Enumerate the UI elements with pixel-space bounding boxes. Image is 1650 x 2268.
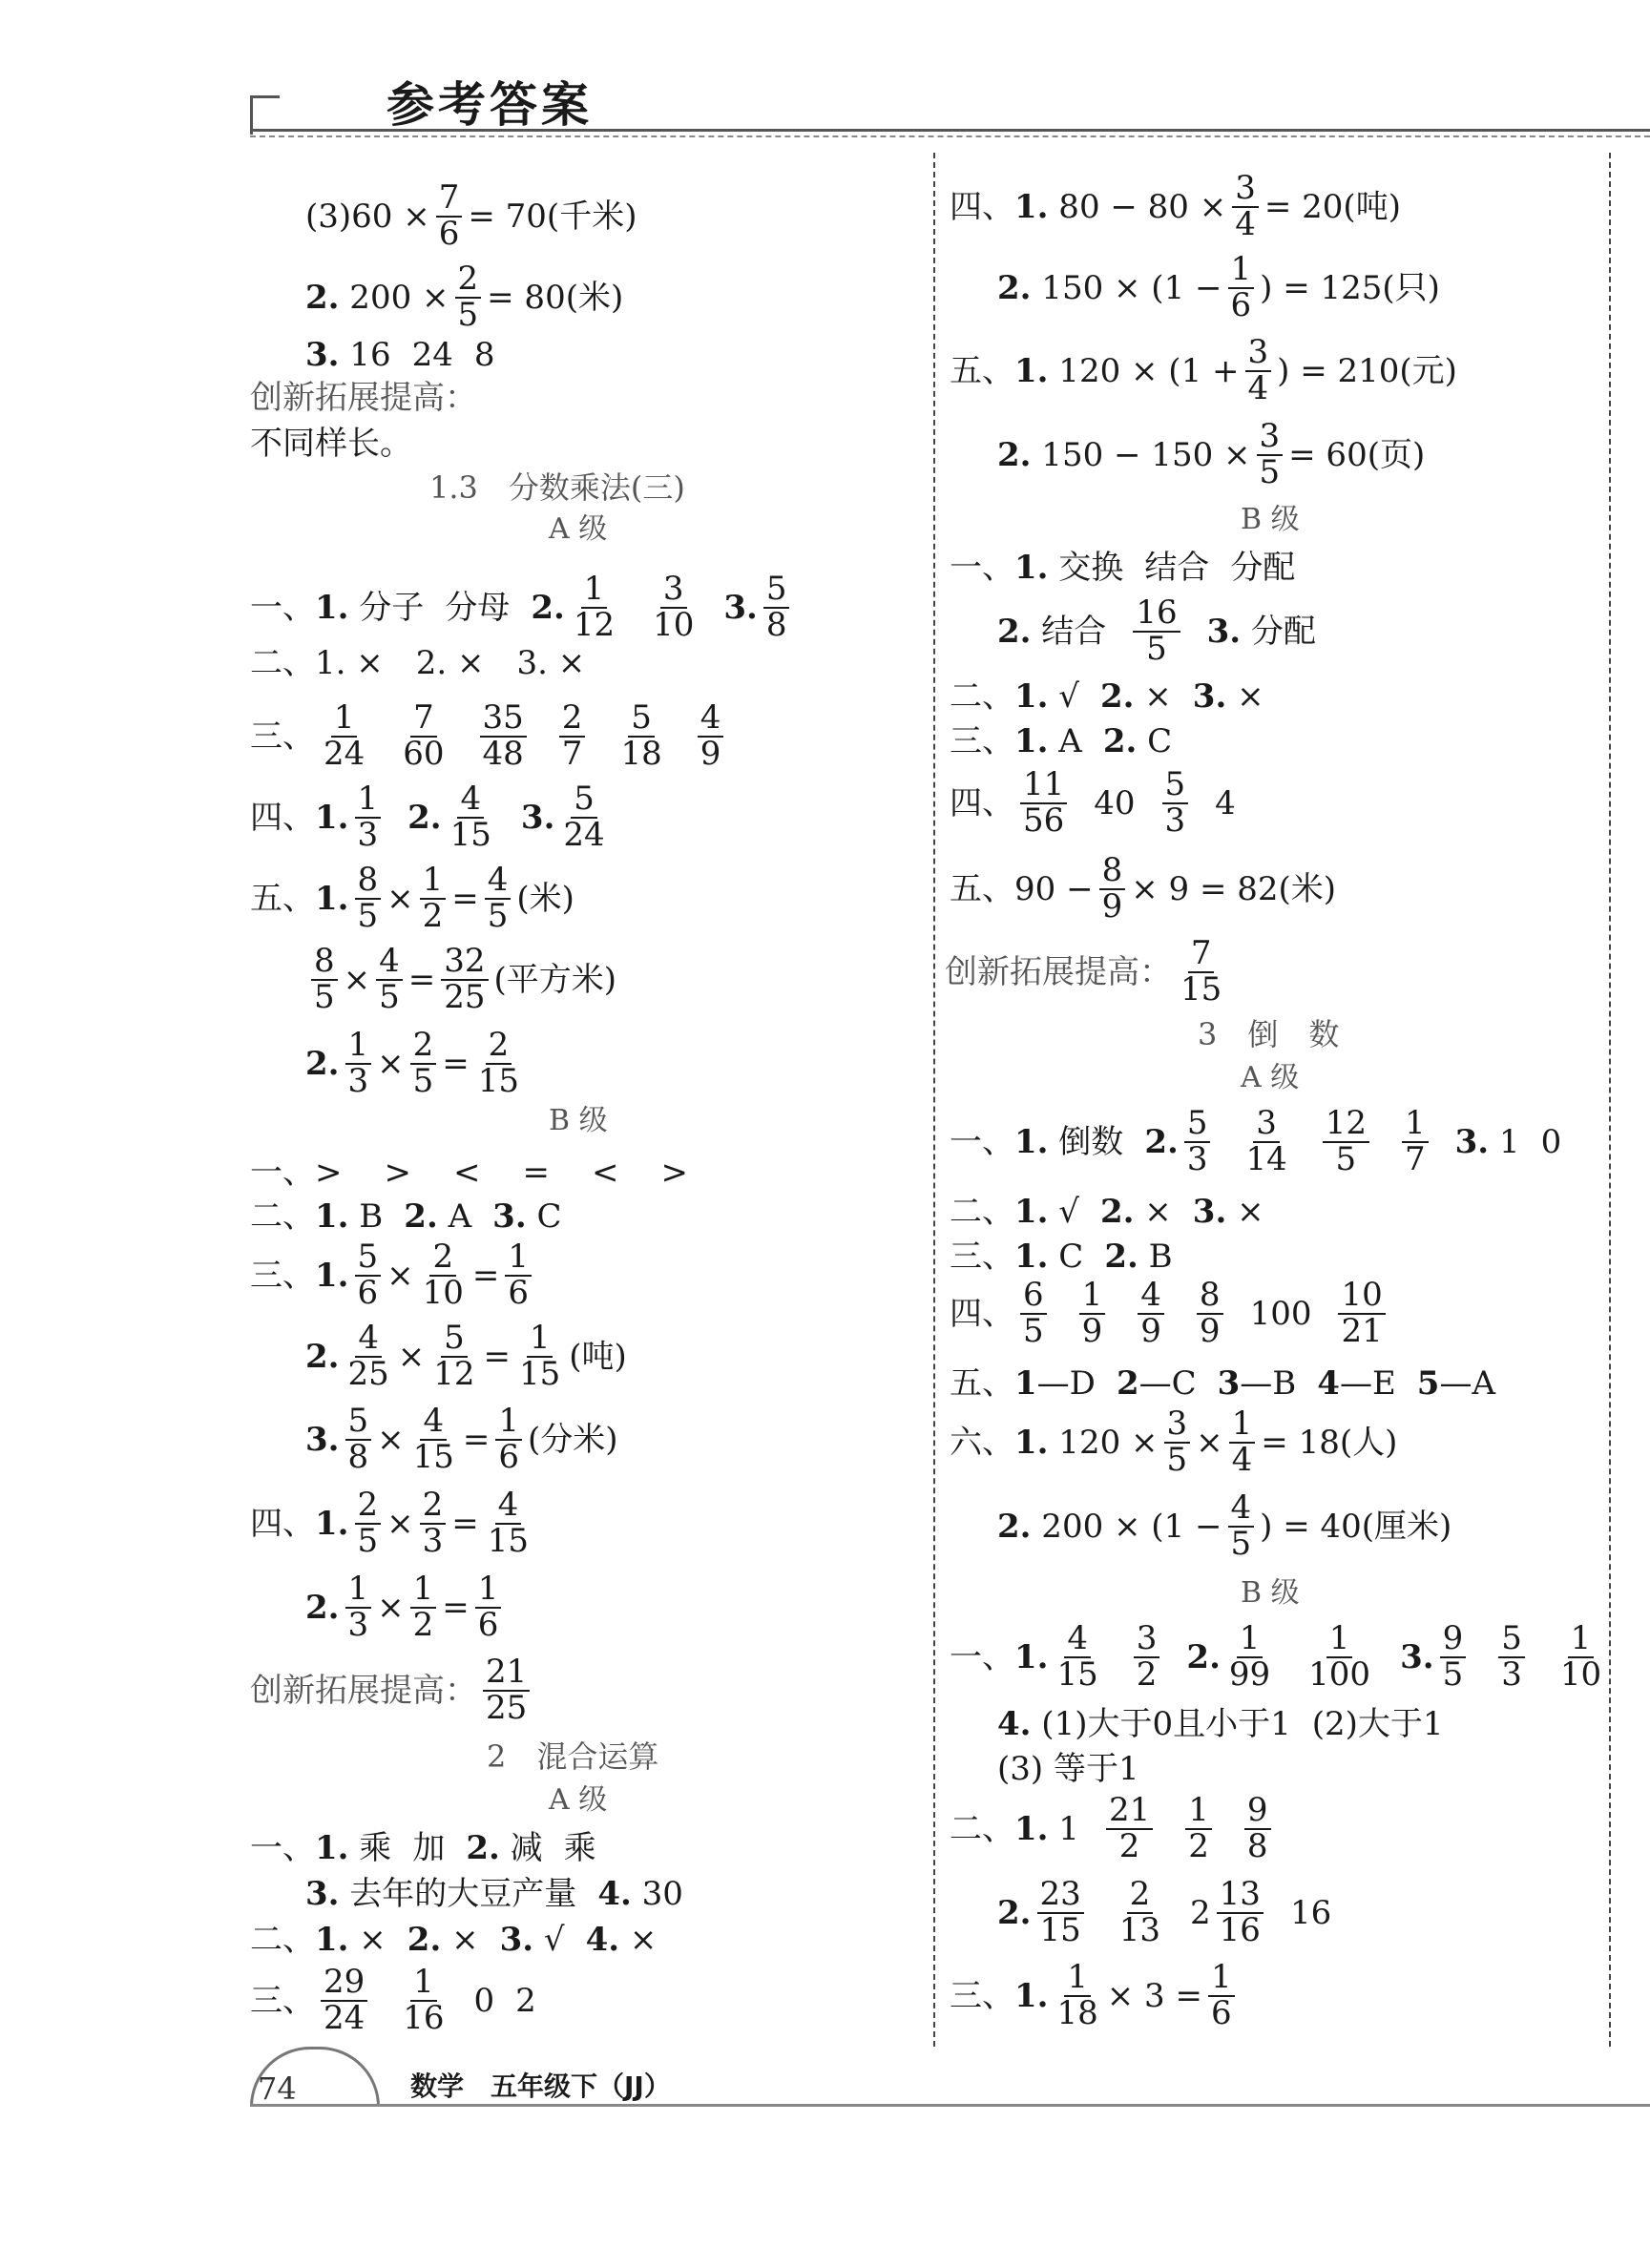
answer-line: 创新拓展提高： 21 25 [250, 1655, 535, 1725]
answer-line: 三、 1 24 7 60 35 48 2 7 5 18 4 9 [250, 701, 729, 771]
answer-line: 不同样长。 [250, 425, 412, 463]
answer-line: 创新拓展提高： 7 15 [945, 934, 1222, 1009]
header-dash [250, 135, 1650, 137]
answer-line: 五、 1. 8 5 × 1 2 = 4 5 (米) [250, 861, 574, 935]
answer-line: 2. 4 25 × 5 12 = 1 15 (吨) [305, 1319, 627, 1393]
answer-line: 2. 200 × 2 5 = 80(米) [305, 260, 624, 334]
answer-line: 4. (1)大于0且小于1 (2)大于1 [997, 1705, 1444, 1743]
answer-line: 二、 1. 1 21 2 1 2 9 8 [950, 1794, 1277, 1863]
section-heading: 创新拓展提高： [250, 379, 477, 417]
answer-line: 四、 1. 2 5 × 2 3 = 4 15 [250, 1486, 530, 1560]
answer-line: 六、 1. 120 × 3 5 × 1 4 = 18(人) [950, 1404, 1398, 1479]
grade-label: B 级 [1241, 503, 1300, 536]
header-title: 参考答案 [386, 76, 593, 133]
answer-line: 五、 1. 120 × (1 + 3 4 ) = 210(元) [950, 333, 1457, 407]
grade-label: A 级 [1241, 1061, 1300, 1094]
answer-line: (3)60 × 7 6 = 70(千米) [305, 178, 637, 253]
answer-line: 3. 去年的大豆产量 4. 30 [305, 1875, 683, 1913]
answer-line: 二、 1. × 2. × 3. √ 4. × [250, 1921, 658, 1959]
answer-line: 8 5 × 4 5 = 32 25 (平方米) [305, 945, 616, 1014]
answer-line: 3. 5 8 × 4 15 = 1 6 (分米) [305, 1402, 618, 1476]
lesson-title: 1.3 分数乘法(三) [429, 469, 685, 506]
answer-line: 2. 1 3 × 2 5 = 2 15 [305, 1026, 520, 1100]
header-line [250, 129, 1650, 132]
answer-line: 四、 11 56 40 5 3 4 [950, 765, 1236, 840]
answer-line: 四、 1. 80 − 80 × 3 4 = 20(吨) [950, 169, 1401, 243]
answer-line: 三、 1. A 2. C [950, 722, 1173, 760]
answer-line: 三、 1. 1 18 × 3 = 1 6 [950, 1961, 1241, 2030]
answer-line: 三、 1. 5 6 × 2 10 = 1 6 [250, 1240, 537, 1310]
answer-line: 五、 1 —D 2 —C 3 —B 4 —E 5 —A [950, 1364, 1496, 1403]
grade-label: B 级 [549, 1104, 608, 1137]
answer-line: (3) 等于1 [997, 1750, 1139, 1788]
column-divider-right [1609, 153, 1611, 2047]
column-divider [933, 153, 935, 2047]
answer-line: 一、 1. 交换 结合 分配 [950, 549, 1296, 587]
answer-line: 四、 6 5 1 9 4 9 8 9 100 10 21 [950, 1279, 1391, 1348]
answer-line: 三、 1. C 2. B [950, 1238, 1173, 1276]
grade-label: B 级 [1241, 1576, 1300, 1610]
answer-line: 2. 150 × (1 − 1 6 ) = 125(只) [997, 250, 1440, 324]
answer-line: 二、 1. B 2. A 3. C [250, 1197, 562, 1236]
lesson-title: 3 倒 数 [1198, 1016, 1340, 1052]
lesson-title: 2 混合运算 [487, 1738, 659, 1775]
grade-label: A 级 [549, 512, 608, 546]
answer-line: 2. 200 × (1 − 4 5 ) = 40(厘米) [997, 1488, 1452, 1563]
answer-line: 二、 1. √ 2. × 3. × [950, 1193, 1264, 1231]
answer-line: 二、1. × 2. × 3. × [250, 644, 586, 682]
answer-line: 一、 1. 乘 加 2. 减 乘 [250, 1829, 596, 1867]
answer-line: 2. 23 15 2 13 2 13 16 16 [997, 1875, 1332, 1949]
footer-line [250, 2104, 1650, 2107]
answer-line: 2. 结合 16 5 3. 分配 [997, 593, 1316, 668]
answer-line: 一、 1. 4 15 3 2 2. 1 99 1 100 3. 9 5 5 3 1 10 [950, 1619, 1602, 1694]
answer-line: 二、 1. √ 2. × 3. × [950, 677, 1264, 716]
answer-line: 三、 29 24 1 16 0 2 [250, 1963, 536, 2037]
answer-line: 3. 16 24 8 [305, 336, 495, 374]
page-number: 74 [258, 2070, 297, 2107]
answer-line: 一、 1. 分子 分母 2. 1 12 3 10 3. 5 8 [250, 572, 795, 642]
answer-line: 一、 1. 倒数 2. 5 3 3 14 12 5 1 7 3. 1 0 [950, 1104, 1562, 1178]
answer-line: 五、90 − 8 9 × 9 = 82(米) [950, 851, 1337, 926]
answer-line: 2. 1 3 × 1 2 = 1 6 [305, 1572, 507, 1642]
answer-line: 2. 150 − 150 × 3 5 = 60(页) [997, 417, 1426, 491]
answer-line: 一、> > < = < > [250, 1154, 688, 1192]
answer-line: 四、 1. 1 3 2. 4 15 3. 5 24 [250, 780, 605, 854]
grade-label: A 级 [549, 1783, 608, 1817]
footer-text: 数学 五年级下（JJ） [410, 2070, 671, 2102]
